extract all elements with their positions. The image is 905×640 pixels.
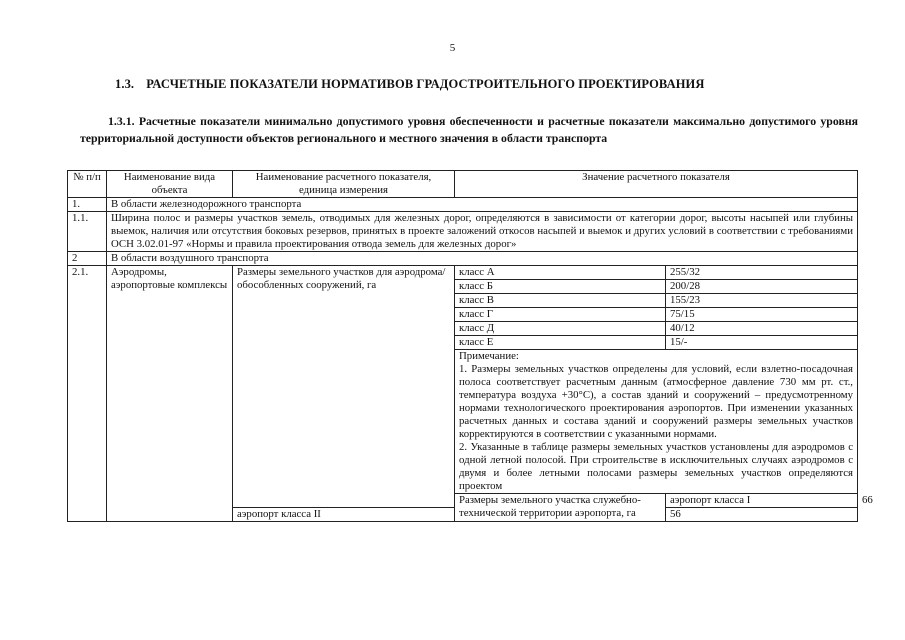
note-cell	[455, 350, 858, 494]
class-value: 40/12	[666, 322, 858, 336]
table-row	[68, 266, 858, 280]
class-value: 200/28	[666, 280, 858, 294]
class-value: 255/32	[666, 266, 858, 280]
air-indicator-1: Размеры земельного участков для аэродрома/обособленных сооружений, га	[233, 266, 455, 508]
subsection-heading: 1.3.1. Расчетные показатели минимально допустимого уровня обеспеченности и расчетные показатели максимально допустимого уровня территориальной доступности объектов регионального и местного значения в области транспорта	[80, 114, 858, 145]
note-2: 2. Указанные в таблице размеры земельных участков установлены для аэродромов с одной летной полосой. При строительстве в исключительных случаях аэродромов с двумя и более летными полосами размеры земельных участков определяются проектом	[459, 441, 853, 492]
section-heading	[115, 77, 875, 92]
class-label: класс Е	[455, 336, 666, 350]
table-row	[68, 252, 858, 266]
table-row: Размеры земельного участка служебно-технической территории аэропорта, га аэропорт класса I 66	[68, 494, 858, 508]
table-row	[68, 198, 858, 212]
header-num: № п/п	[68, 171, 107, 198]
note-1: 1. Размеры земельных участков определены для условий, если взлетно-посадочная полоса соответствует расчетным данным (атмосферное давление 730 мм рт. ст., температура воздуха +30°С), а состав зданий и сооружений – предусмотренному нормами технологического проектирования аэропортов. При изменении указанных расчетных данных и состава зданий и сооружений размеры земельных участков корректируются в соответствии с указанными нормами.	[459, 363, 853, 440]
airport-class-label: аэропорт класса II	[233, 508, 455, 522]
header-value: Значение расчетного показателя	[455, 171, 858, 198]
airport-class-label: аэропорт класса I	[666, 494, 858, 508]
air-object: Аэродромы, аэропортовые комплексы	[107, 266, 233, 522]
air-indicator-2: Размеры земельного участка служебно-технической территории аэропорта, га	[455, 494, 666, 522]
rail-row-num: 1.1.	[68, 212, 107, 252]
class-label: класс Д	[455, 322, 666, 336]
air-section-title: В области воздушного транспорта	[107, 252, 858, 266]
rail-section-num: 1.	[68, 198, 107, 212]
table-header-row	[68, 171, 858, 198]
section-title: РАСЧЕТНЫЕ ПОКАЗАТЕЛИ НОРМАТИВОВ ГРАДОСТРОИТЕЛЬНОГО ПРОЕКТИРОВАНИЯ	[146, 77, 705, 91]
rail-section-title: В области железнодорожного транспорта	[107, 198, 858, 212]
airport-class-value: 56	[666, 508, 858, 522]
class-value: 155/23	[666, 294, 858, 308]
class-label: класс Б	[455, 280, 666, 294]
header-object: Наименование вида объекта	[107, 171, 233, 198]
class-label: класс В	[455, 294, 666, 308]
indicators-table	[67, 170, 873, 522]
class-label: класс Г	[455, 308, 666, 322]
header-indicator: Наименование расчетного показателя, единица измерения	[233, 171, 455, 198]
class-value: 15/-	[666, 336, 858, 350]
page-number: 5	[449, 42, 456, 54]
table-row	[68, 212, 858, 252]
rail-row-text: Ширина полос и размеры участков земель, отводимых для железных дорог, определяются в зависимости от категории дорог, высоты насыпей или глубины выемок, наличия или отсутствия боковых резервов, принятых в проекте заложений откосов насыпей и выемок и других условий в соответствии с требованиями ОСН 3.02.01-97 «Нормы и правила проектирования отвода земель для железных дорог»	[107, 212, 858, 252]
class-value: 75/15	[666, 308, 858, 322]
air-row-num: 2.1.	[68, 266, 107, 522]
class-label: класс А	[455, 266, 666, 280]
note-title: Примечание:	[459, 350, 519, 362]
air-section-num: 2	[68, 252, 107, 266]
section-number: 1.3.	[115, 77, 135, 91]
